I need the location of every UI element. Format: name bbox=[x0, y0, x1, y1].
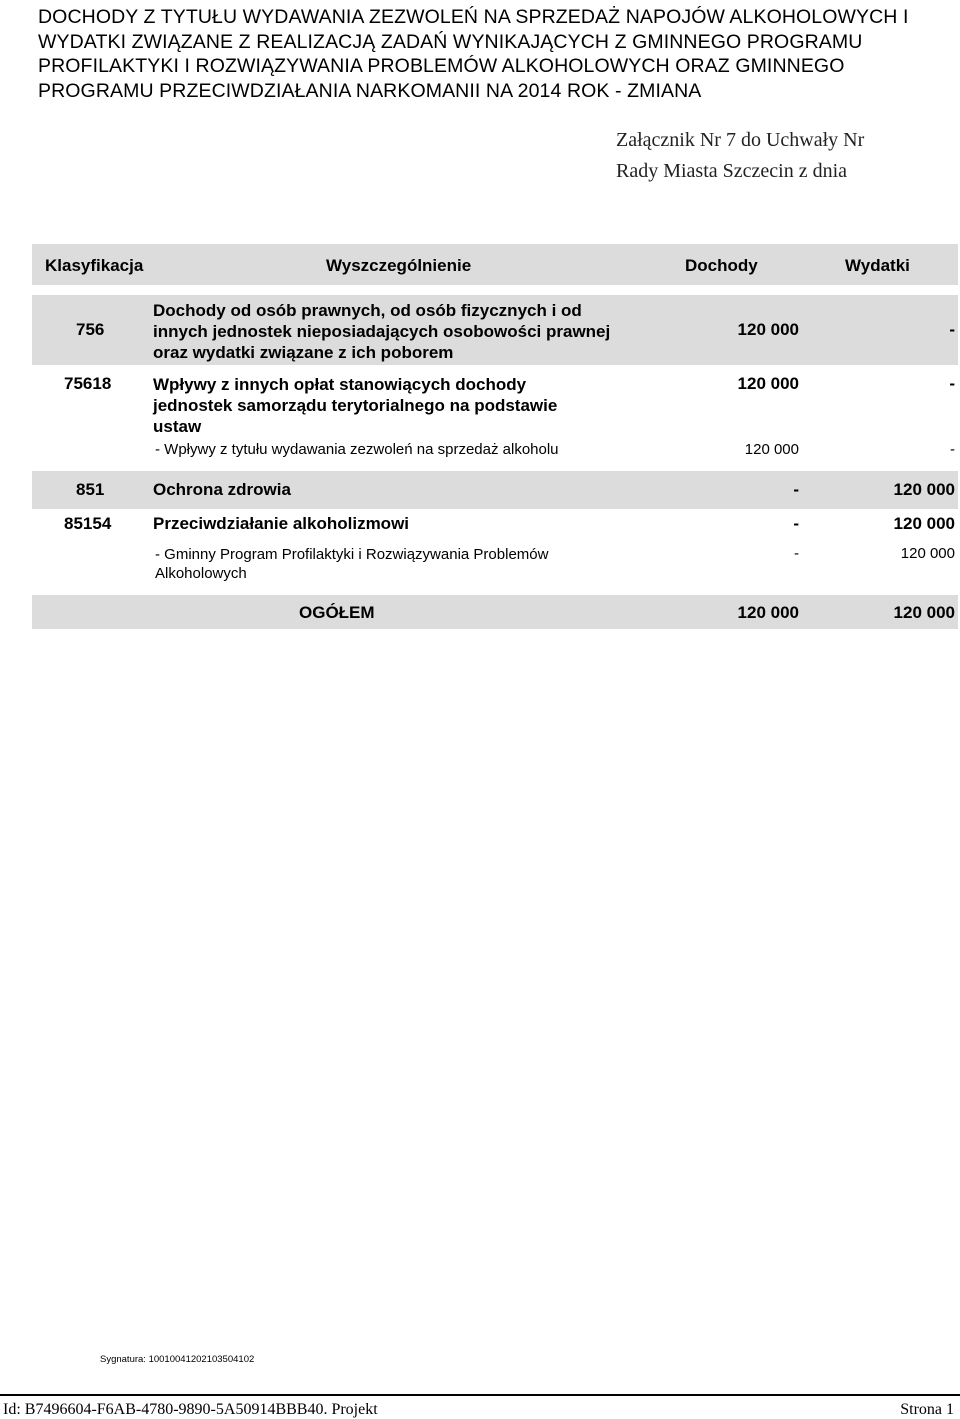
header-description: Wyszczególnienie bbox=[326, 256, 472, 275]
row-expenses: 120 000 bbox=[900, 545, 955, 562]
row-expenses: - bbox=[950, 441, 955, 458]
attachment-line-2: Rady Miasta Szczecin z dnia bbox=[616, 160, 848, 182]
row-expenses: - bbox=[949, 320, 955, 339]
row-code: 851 bbox=[76, 480, 105, 499]
row-code: 85154 bbox=[64, 514, 112, 533]
header-income: Dochody bbox=[685, 256, 758, 275]
row-expenses: 120 000 bbox=[893, 480, 955, 499]
row-income: - bbox=[793, 480, 799, 499]
row-expenses: 120 000 bbox=[893, 514, 955, 533]
footer-divider bbox=[0, 1394, 960, 1396]
footer-id: Id: B7496604-F6AB-4780-9890-5A50914BBB40. Projekt bbox=[3, 1401, 378, 1418]
row-text: Dochody od osób prawnych, od osób fizycznych i od innych jednostek nieposiadających osobowości prawnej oraz wydatki związane z ich poborem bbox=[153, 301, 611, 362]
row-text: Wpływy z innych opłat stanowiących dochody jednostek samorządu terytorialnego na podstawie ustaw bbox=[153, 375, 558, 436]
total-label: OGÓŁEM bbox=[299, 603, 375, 622]
total-income: 120 000 bbox=[737, 603, 799, 622]
row-income: - bbox=[793, 514, 799, 533]
footer-page-number: Strona 1 bbox=[900, 1401, 954, 1418]
row-income: 120 000 bbox=[737, 320, 799, 339]
signature: Sygnatura: 10010041202103504102 bbox=[100, 1354, 255, 1365]
document-title: DOCHODY Z TYTUŁU WYDAWANIA ZEZWOLEŃ NA SPRZEDAŻ NAPOJÓW ALKOHOLOWYCH I WYDATKI ZWIĄZANE Z REALIZACJĄ ZADAŃ WYNIKAJĄCYCH Z GMINNEGO PROGRAMU PROFILAKTYKI I ROZWIĄZYWANIA PROBLEMÓW ALKOHOLOWYCH ORAZ GMINNEGO PROGRAMU PRZECIWDZIAŁANIA NARKOMANII NA 2014 ROK - ZMIANA bbox=[38, 6, 909, 102]
row-text: - Wpływy z tytułu wydawania zezwoleń na sprzedaż alkoholu bbox=[155, 441, 559, 458]
table-header bbox=[32, 244, 958, 285]
row-income: 120 000 bbox=[744, 441, 799, 458]
header-classification: Klasyfikacja bbox=[45, 256, 144, 275]
attachment-line-1: Załącznik Nr 7 do Uchwały Nr bbox=[616, 129, 865, 151]
table-total-row bbox=[32, 595, 958, 629]
total-expenses: 120 000 bbox=[893, 603, 955, 622]
row-income: - bbox=[794, 545, 799, 562]
row-code: 75618 bbox=[64, 374, 112, 393]
row-expenses: - bbox=[949, 374, 955, 393]
row-code: 756 bbox=[76, 320, 105, 339]
header-expenses: Wydatki bbox=[845, 256, 910, 275]
row-text: - Gminny Program Profilaktyki i Rozwiązywania Problemów Alkoholowych bbox=[155, 546, 561, 582]
row-text: Ochrona zdrowia bbox=[153, 480, 291, 499]
row-income: 120 000 bbox=[737, 374, 799, 393]
row-text: Przeciwdziałanie alkoholizmowi bbox=[153, 514, 410, 533]
